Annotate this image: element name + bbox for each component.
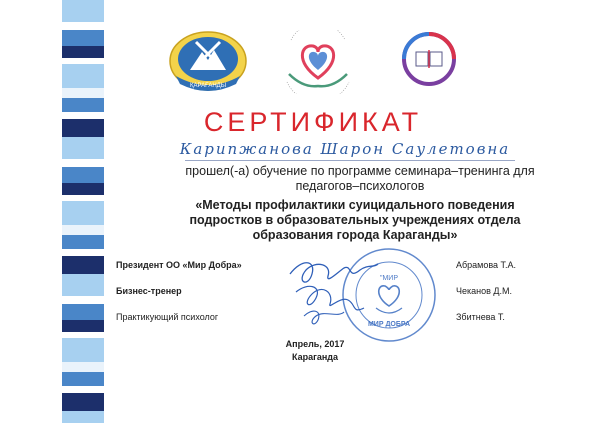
ribbon-stripe bbox=[62, 64, 104, 88]
handwritten-signature bbox=[282, 252, 386, 334]
ribbon-stripe bbox=[62, 88, 104, 98]
ribbon-stripe bbox=[62, 46, 104, 58]
recipient-name: Карипжанова Шарон Саулетовна bbox=[179, 140, 511, 158]
body-text-line-2: педагогов–психологов bbox=[295, 179, 425, 193]
signatory-name-3: Збитнева Т. bbox=[456, 312, 505, 322]
signatory-role-trainer: Бизнес-тренер bbox=[116, 286, 182, 296]
stamp-text: МИР ДОБРА bbox=[367, 321, 411, 328]
open-book-logo bbox=[400, 30, 458, 88]
ribbon-stripe bbox=[62, 338, 104, 362]
ribbon-stripe bbox=[62, 167, 104, 183]
ribbon-stripe bbox=[62, 112, 104, 119]
ribbon-stripe bbox=[62, 296, 104, 304]
ribbon-stripe bbox=[62, 30, 104, 46]
ribbon-stripe bbox=[62, 274, 104, 296]
program-title-line-3: образования города Караганды» bbox=[252, 228, 458, 242]
ribbon-stripe bbox=[62, 201, 104, 225]
issue-city: Караганда bbox=[291, 352, 339, 362]
certificate-title: СЕРТИФИКАТ bbox=[203, 107, 423, 137]
ribbon-stripe bbox=[62, 22, 104, 30]
ribbon-stripe bbox=[62, 256, 104, 274]
ribbon-stripe bbox=[62, 137, 104, 159]
decorative-ribbon bbox=[62, 0, 104, 423]
recipient-underline bbox=[185, 160, 515, 161]
ribbon-stripe bbox=[62, 249, 104, 256]
ribbon-stripe bbox=[62, 393, 104, 411]
issue-date: Апрель, 2017 bbox=[285, 339, 345, 349]
ribbon-stripe bbox=[62, 362, 104, 372]
program-title-line-1: «Методы профилактики суицидального поведения bbox=[195, 198, 515, 212]
ribbon-stripe bbox=[62, 0, 104, 22]
body-text-line-1: прошел(-а) обучение по программе семинара–тренинга для bbox=[185, 164, 535, 178]
ribbon-stripe bbox=[62, 411, 104, 423]
svg-text:ҚАРАҒАНДЫ: ҚАРАҒАНДЫ bbox=[189, 83, 227, 89]
ribbon-stripe bbox=[62, 183, 104, 195]
signatory-name-2: Чеканов Д.М. bbox=[456, 286, 512, 296]
ribbon-stripe bbox=[62, 225, 104, 235]
ribbon-stripe bbox=[62, 235, 104, 249]
stamp-text-top: "МИР bbox=[379, 275, 399, 282]
ribbon-stripe bbox=[62, 119, 104, 137]
signatory-role-psychologist: Практикующий психолог bbox=[116, 312, 219, 322]
ribbon-stripe bbox=[62, 98, 104, 112]
ribbon-stripe bbox=[62, 320, 104, 332]
signatory-name-1: Абрамова Т.А. bbox=[456, 260, 517, 270]
program-title bbox=[160, 198, 550, 243]
signatory-role-president: Президент ОО «Мир Добра» bbox=[116, 260, 242, 270]
heart-hands-logo bbox=[283, 30, 353, 94]
ribbon-stripe bbox=[62, 304, 104, 320]
ribbon-stripe bbox=[62, 159, 104, 167]
city-emblem-logo bbox=[168, 30, 248, 92]
program-title-line-2: подростков в образовательных учреждениях отдела bbox=[189, 213, 521, 227]
ribbon-stripe bbox=[62, 372, 104, 386]
ribbon-stripe bbox=[62, 386, 104, 393]
